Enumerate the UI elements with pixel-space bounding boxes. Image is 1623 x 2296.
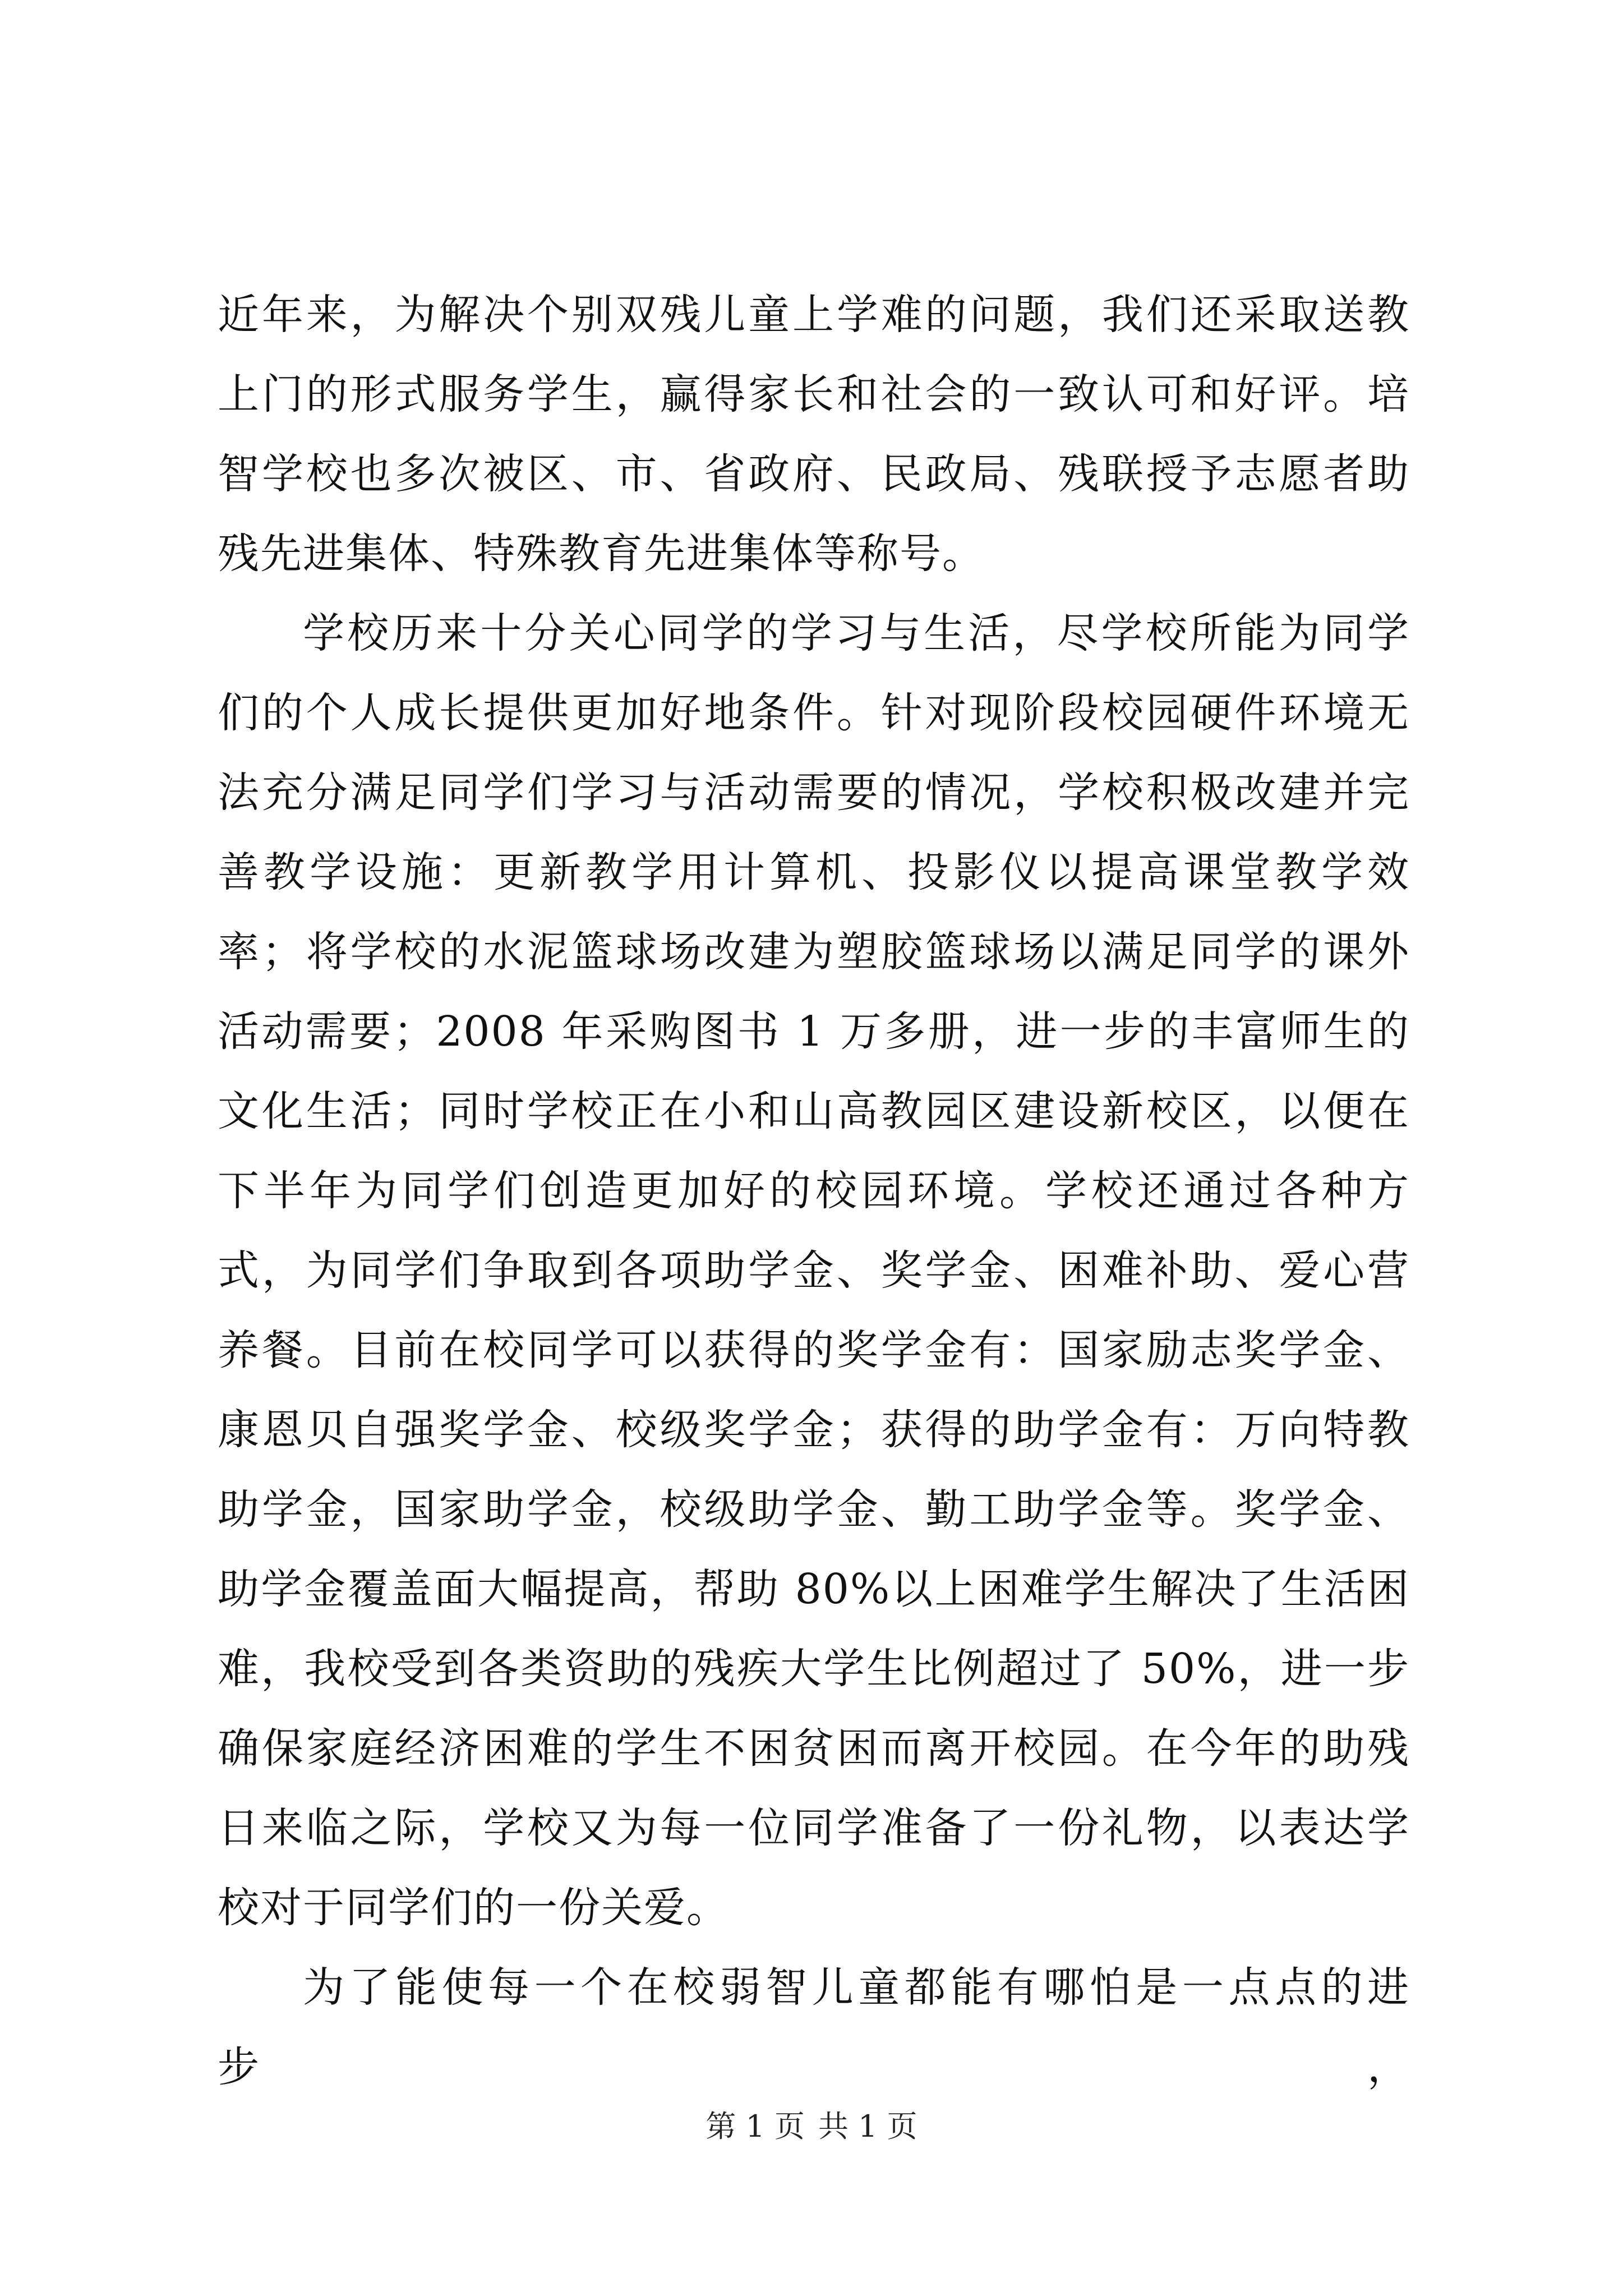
paragraph-1: 近年来，为解决个别双残儿童上学难的问题，我们还采取送教上门的形式服务学生，赢得家长和社会的一致认可和好评。培智学校也多次被区、市、省政府、民政局、残联授予志愿者助残先进集体、特殊教育先进集体等称号。 [218,291,1410,578]
page-footer [0,2107,1623,2146]
page-number-label: 第 1 页 [706,2109,805,2144]
page-total-label: 共 1 页 [818,2109,917,2144]
paragraph-2: 学校历来十分关心同学的学习与生活，尽学校所能为同学们的个人成长提供更加好地条件。针对现阶段校园硬件环境无法充分满足同学们学习与活动需要的情况，学校积极改建并完善教学设施：更新教学用计算机、投影仪以提高课堂教学效率；将学校的水泥篮球场改建为塑胶篮球场以满足同学的课外活动需要；2008 年采购图书 1 万多册，进一步的丰富师生的文化生活；同时学校正在小和山高教园区建设新校区，以便在下半年为同学们创造更加好的校园环境。学校还通过各种方式，为同学们争取到各项助学金、奖学金、困难补助、爱心营养餐。目前在校同学可以获得的奖学金有：国家励志奖学金、康恩贝自强奖学金、校级奖学金；获得的助学金有：万向特教助学金，国家助学金，校级助学金、勤工助学金等。奖学金、助学金覆盖面大幅提高，帮助 80%以上困难学生解决了生活困难，我校受到各类资助的残疾大学生比例超过了 50%，进一步确保家庭经济困难的学生不困贫困而离开校园。在今年的助残日来临之际，学校又为每一位同学准备了一份礼物，以表达学校对于同学们的一份关爱。 [218,609,1410,1932]
document-body [218,275,1410,2107]
paragraph-3: 为了能使每一个在校弱智儿童都能有哪怕是一点点的进步， [218,1963,1410,2091]
